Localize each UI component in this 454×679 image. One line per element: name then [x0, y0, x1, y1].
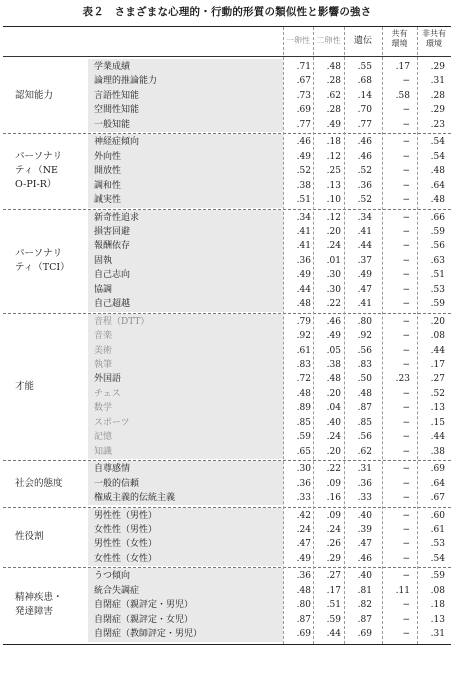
table-row — [3, 462, 451, 476]
value-shared-env: − — [402, 478, 410, 489]
value-heritability: .49 — [357, 270, 372, 281]
trait-name: 女性性（女性） — [94, 553, 158, 564]
table-row — [3, 358, 451, 372]
table-row — [3, 523, 451, 537]
value-nonshared-env: .69 — [430, 464, 445, 475]
value-heritability: .41 — [357, 299, 372, 310]
trait-name: 統合失調症 — [94, 585, 140, 596]
value-nonshared-env: .31 — [430, 76, 445, 87]
header-rule — [3, 56, 451, 57]
value-dz: .12 — [326, 151, 341, 162]
value-shared-env: .58 — [395, 90, 410, 101]
table-row — [3, 254, 451, 268]
value-dz: .28 — [326, 105, 341, 116]
value-mz: .85 — [296, 417, 311, 428]
value-nonshared-env: .29 — [430, 105, 445, 116]
value-nonshared-env: .27 — [430, 374, 445, 385]
value-mz: .72 — [296, 374, 311, 385]
value-dz: .49 — [326, 331, 341, 342]
trait-name: 自己超越 — [94, 299, 131, 310]
table-row — [3, 179, 451, 193]
value-dz: .28 — [326, 76, 341, 87]
trait-name: 音程（DTT） — [94, 316, 150, 327]
value-dz: .20 — [326, 446, 341, 457]
trait-name: 自閉症（親評定・男児） — [94, 600, 194, 611]
value-nonshared-env: .13 — [430, 403, 445, 414]
value-mz: .46 — [296, 137, 311, 148]
table-row — [3, 239, 451, 253]
value-shared-env: − — [402, 600, 410, 611]
value-nonshared-env: .08 — [430, 331, 445, 342]
value-shared-env: − — [402, 388, 410, 399]
column-divider — [283, 27, 284, 644]
trait-name: スポーツ — [94, 417, 130, 428]
trait-name: 権威主義的伝統主義 — [94, 493, 176, 504]
table-row — [3, 283, 451, 297]
table-row — [3, 225, 451, 239]
trait-name: 固執 — [94, 255, 113, 266]
value-mz: .83 — [296, 360, 311, 370]
value-heritability: .46 — [357, 151, 372, 162]
value-shared-env: − — [402, 180, 410, 191]
value-mz: .65 — [296, 446, 311, 457]
value-nonshared-env: .15 — [430, 417, 445, 428]
value-shared-env: − — [402, 331, 410, 342]
trait-name: 誠実性 — [94, 195, 122, 206]
header-nonshared-env: 非共有 環境 — [422, 29, 446, 48]
trait-name: 学業成績 — [94, 62, 131, 72]
value-nonshared-env: .31 — [430, 629, 445, 640]
value-heritability: .77 — [357, 119, 372, 130]
value-mz: .73 — [296, 90, 311, 101]
group-label: 精神疾患・ 発達障害 — [15, 592, 63, 618]
value-nonshared-env: .17 — [430, 360, 445, 370]
value-heritability: .37 — [357, 255, 372, 266]
value-nonshared-env: .63 — [430, 255, 445, 266]
value-shared-env: − — [402, 446, 410, 457]
value-heritability: .47 — [357, 539, 372, 550]
value-mz: .71 — [296, 62, 311, 72]
value-nonshared-env: .18 — [430, 600, 445, 611]
value-heritability: .85 — [357, 417, 372, 428]
header-heritability: 遺伝 — [353, 36, 372, 46]
value-mz: .24 — [296, 524, 311, 535]
value-dz: .25 — [326, 166, 341, 177]
value-shared-env: − — [402, 345, 410, 356]
value-dz: .59 — [326, 614, 341, 625]
value-dz: .22 — [326, 299, 341, 310]
column-divider — [417, 27, 418, 644]
value-shared-env: − — [402, 360, 410, 370]
value-mz: .33 — [296, 493, 311, 504]
value-shared-env: .17 — [395, 62, 410, 72]
value-nonshared-env: .44 — [430, 432, 445, 443]
trait-name: 一般知能 — [94, 119, 131, 130]
value-nonshared-env: .51 — [430, 270, 445, 281]
table-row — [3, 344, 451, 358]
value-mz: .52 — [296, 166, 311, 177]
trait-name: 一般的信頼 — [94, 478, 140, 489]
value-nonshared-env: .44 — [430, 345, 445, 356]
value-heritability: .62 — [357, 446, 372, 457]
value-dz: .40 — [326, 417, 341, 428]
value-heritability: .44 — [357, 241, 372, 252]
trait-name: 自閉症（親評定・女児） — [94, 614, 194, 625]
value-mz: .48 — [296, 299, 311, 310]
value-mz: .89 — [296, 403, 311, 414]
table-row — [3, 193, 451, 207]
value-shared-env: − — [402, 195, 410, 206]
value-shared-env: − — [402, 510, 410, 521]
trait-name: 神経症傾向 — [94, 137, 140, 148]
value-nonshared-env: .54 — [430, 137, 445, 148]
table-row — [3, 372, 451, 386]
table-row — [3, 268, 451, 282]
value-mz: .51 — [296, 195, 311, 206]
value-nonshared-env: .61 — [430, 524, 445, 535]
value-heritability: .87 — [357, 614, 372, 625]
table-row — [3, 569, 451, 583]
value-dz: .22 — [326, 464, 341, 475]
value-nonshared-env: .64 — [430, 180, 445, 191]
value-mz: .92 — [296, 331, 311, 342]
trait-name: 新奇性追求 — [94, 212, 140, 223]
value-shared-env: − — [402, 571, 410, 582]
value-dz: .24 — [326, 524, 341, 535]
value-dz: .18 — [326, 137, 341, 148]
trait-name: うつ傾向 — [94, 571, 131, 582]
value-nonshared-env: .48 — [430, 195, 445, 206]
trait-name: 記憶 — [94, 432, 113, 443]
value-heritability: .87 — [357, 403, 372, 414]
value-heritability: .36 — [357, 180, 372, 191]
value-mz: .48 — [296, 388, 311, 399]
trait-name: 音楽 — [94, 331, 113, 342]
value-heritability: .40 — [357, 510, 372, 521]
value-heritability: .52 — [357, 166, 372, 177]
value-shared-env: − — [402, 241, 410, 252]
value-dz: .10 — [326, 195, 341, 206]
value-heritability: .83 — [357, 360, 372, 370]
value-dz: .29 — [326, 553, 341, 564]
value-dz: .38 — [326, 360, 341, 370]
value-shared-env: − — [402, 76, 410, 87]
value-dz: .24 — [326, 241, 341, 252]
table-row — [3, 509, 451, 523]
value-mz: .87 — [296, 614, 311, 625]
value-nonshared-env: .60 — [430, 510, 445, 521]
trait-name: 知識 — [94, 446, 113, 457]
value-shared-env: − — [402, 539, 410, 550]
value-shared-env: − — [402, 270, 410, 281]
value-dz: .12 — [326, 212, 341, 223]
value-heritability: .39 — [357, 524, 372, 535]
value-shared-env: − — [402, 255, 410, 266]
value-dz: .48 — [326, 62, 341, 72]
value-shared-env: − — [402, 524, 410, 535]
value-dz: .26 — [326, 539, 341, 550]
value-shared-env: − — [402, 553, 410, 564]
group-label: パーソナリ ティ（TCI） — [15, 248, 70, 274]
value-nonshared-env: .13 — [430, 614, 445, 625]
value-heritability: .56 — [357, 432, 372, 443]
table-row — [3, 445, 451, 459]
trait-name: 女性性（男性） — [94, 524, 158, 535]
table-row — [3, 74, 451, 88]
value-mz: .48 — [296, 585, 311, 596]
value-mz: .44 — [296, 284, 311, 295]
value-dz: .30 — [326, 270, 341, 281]
value-dz: .49 — [326, 119, 341, 130]
table-row — [3, 584, 451, 598]
value-nonshared-env: .64 — [430, 478, 445, 489]
trait-name: 執筆 — [94, 360, 113, 370]
value-dz: .01 — [326, 255, 341, 266]
value-heritability: .82 — [357, 600, 372, 611]
column-divider — [313, 27, 314, 644]
value-dz: .20 — [326, 388, 341, 399]
trait-name: 開放性 — [94, 166, 122, 177]
value-nonshared-env: .08 — [430, 585, 445, 596]
trait-name: 外国語 — [94, 374, 122, 385]
value-nonshared-env: .52 — [430, 388, 445, 399]
trait-name: チェス — [94, 388, 121, 399]
group-label: 才能 — [15, 380, 35, 392]
value-shared-env: − — [402, 417, 410, 428]
table-row — [3, 211, 451, 225]
value-shared-env: − — [402, 316, 410, 327]
table-row — [3, 430, 451, 444]
value-dz: .17 — [326, 585, 341, 596]
table-row — [3, 627, 451, 641]
value-shared-env: − — [402, 105, 410, 116]
trait-name: 男性性（男性） — [94, 510, 158, 521]
value-dz: .24 — [326, 432, 341, 443]
group-label: 性役割 — [15, 531, 44, 543]
table-row — [3, 118, 451, 132]
value-dz: .09 — [326, 478, 341, 489]
value-shared-env: .11 — [395, 585, 410, 596]
value-nonshared-env: .54 — [430, 151, 445, 162]
table-row — [3, 103, 451, 117]
value-nonshared-env: .59 — [430, 226, 445, 237]
value-shared-env: − — [402, 493, 410, 504]
value-shared-env: − — [402, 614, 410, 625]
value-heritability: .56 — [357, 345, 372, 356]
value-dz: .13 — [326, 180, 341, 191]
value-mz: .42 — [296, 510, 311, 521]
header-dz: 二卵性 — [316, 36, 341, 45]
value-mz: .69 — [296, 105, 311, 116]
value-nonshared-env: .59 — [430, 299, 445, 310]
value-heritability: .40 — [357, 571, 372, 582]
trait-name: 報酬依存 — [94, 241, 131, 252]
value-dz: .44 — [326, 629, 341, 640]
value-mz: .69 — [296, 629, 311, 640]
column-divider — [382, 27, 383, 644]
value-shared-env: − — [402, 137, 410, 148]
value-heritability: .31 — [357, 464, 372, 475]
value-heritability: .69 — [357, 629, 372, 640]
value-mz: .41 — [296, 226, 311, 237]
value-heritability: .47 — [357, 284, 372, 295]
value-nonshared-env: .66 — [430, 212, 445, 223]
value-mz: .61 — [296, 345, 311, 356]
value-shared-env: − — [402, 629, 410, 640]
value-mz: .59 — [296, 432, 311, 443]
group-label: パーソナリ ティ（NE O-PI-R） — [15, 151, 63, 191]
value-heritability: .81 — [357, 585, 372, 596]
table-row — [3, 401, 451, 415]
value-heritability: .46 — [357, 553, 372, 564]
trait-name: 論理的推論能力 — [94, 76, 158, 87]
trait-name: 自己志向 — [94, 270, 131, 281]
trait-name: 調和性 — [94, 180, 122, 191]
value-shared-env: .23 — [395, 374, 410, 385]
value-heritability: .55 — [357, 62, 372, 72]
table-row — [3, 89, 451, 103]
value-heritability: .46 — [357, 137, 372, 148]
value-heritability: .70 — [357, 105, 372, 116]
value-nonshared-env: .20 — [430, 316, 445, 327]
table-row — [3, 491, 451, 505]
table-row — [3, 297, 451, 311]
value-shared-env: − — [402, 403, 410, 414]
table-row — [3, 387, 451, 401]
value-nonshared-env: .29 — [430, 62, 445, 72]
value-mz: .77 — [296, 119, 311, 130]
value-heritability: .52 — [357, 195, 372, 206]
value-nonshared-env: .23 — [430, 119, 445, 130]
value-dz: .05 — [326, 345, 341, 356]
value-heritability: .41 — [357, 226, 372, 237]
trait-name: 自閉症（教師評定・男児） — [94, 629, 203, 640]
value-nonshared-env: .56 — [430, 241, 445, 252]
value-nonshared-env: .28 — [430, 90, 445, 101]
column-divider — [344, 27, 345, 644]
value-shared-env: − — [402, 432, 410, 443]
value-mz: .38 — [296, 180, 311, 191]
value-nonshared-env: .67 — [430, 493, 445, 504]
value-dz: .04 — [326, 403, 341, 414]
table-row — [3, 613, 451, 627]
value-mz: .36 — [296, 478, 311, 489]
value-mz: .67 — [296, 76, 311, 87]
table-row — [3, 150, 451, 164]
value-shared-env: − — [402, 299, 410, 310]
value-heritability: .33 — [357, 493, 372, 504]
value-heritability: .48 — [357, 388, 372, 399]
table-top-rule — [3, 26, 451, 27]
value-dz: .20 — [326, 226, 341, 237]
table-title: 表２ さまざまな心理的・行動的形質の類似性と影響の強さ — [82, 6, 372, 18]
table-row — [3, 164, 451, 178]
value-heritability: .80 — [357, 316, 372, 327]
value-heritability: .14 — [357, 90, 372, 101]
value-mz: .30 — [296, 464, 311, 475]
trait-name: 男性性（女性） — [94, 539, 158, 550]
value-dz: .62 — [326, 90, 341, 101]
table-row — [3, 598, 451, 612]
trait-name: 美術 — [94, 345, 113, 356]
trait-name: 数学 — [94, 403, 113, 414]
value-dz: .48 — [326, 374, 341, 385]
value-mz: .80 — [296, 600, 311, 611]
table-row — [3, 416, 451, 430]
table-row — [3, 552, 451, 566]
value-dz: .27 — [326, 571, 341, 582]
value-shared-env: − — [402, 284, 410, 295]
value-shared-env: − — [402, 119, 410, 130]
value-mz: .34 — [296, 212, 311, 223]
value-dz: .09 — [326, 510, 341, 521]
value-mz: .79 — [296, 316, 311, 327]
value-shared-env: − — [402, 166, 410, 177]
value-nonshared-env: .53 — [430, 284, 445, 295]
header-mz: 一卵性 — [286, 36, 310, 45]
group-label: 認知能力 — [15, 90, 54, 102]
trait-name: 自尊感情 — [94, 464, 131, 475]
table-row — [3, 60, 451, 74]
trait-name: 言語性知能 — [94, 90, 140, 101]
value-shared-env: − — [402, 464, 410, 475]
table-row — [3, 135, 451, 149]
value-dz: .30 — [326, 284, 341, 295]
group-label: 社会的態度 — [15, 477, 63, 489]
table-bottom-rule — [3, 644, 451, 645]
value-mz: .47 — [296, 539, 311, 550]
value-nonshared-env: .48 — [430, 166, 445, 177]
value-mz: .49 — [296, 151, 311, 162]
value-dz: .51 — [326, 600, 341, 611]
table-row — [3, 315, 451, 329]
value-heritability: .92 — [357, 331, 372, 342]
table-row — [3, 329, 451, 343]
trait-name: 損害回避 — [94, 226, 131, 237]
value-mz: .36 — [296, 571, 311, 582]
value-heritability: .50 — [357, 374, 372, 385]
value-nonshared-env: .54 — [430, 553, 445, 564]
trait-name: 空間性知能 — [94, 105, 140, 116]
value-shared-env: − — [402, 212, 410, 223]
table-row — [3, 537, 451, 551]
value-nonshared-env: .53 — [430, 539, 445, 550]
trait-name: 協調 — [94, 284, 113, 295]
value-mz: .49 — [296, 553, 311, 564]
value-mz: .41 — [296, 241, 311, 252]
table-row — [3, 477, 451, 491]
value-heritability: .34 — [357, 212, 372, 223]
value-dz: .16 — [326, 493, 341, 504]
value-mz: .36 — [296, 255, 311, 266]
value-nonshared-env: .38 — [430, 446, 445, 457]
value-shared-env: − — [402, 226, 410, 237]
value-mz: .49 — [296, 270, 311, 281]
value-nonshared-env: .59 — [430, 571, 445, 582]
header-shared-env: 共有 環境 — [391, 29, 408, 48]
trait-name: 外向性 — [94, 151, 122, 162]
value-dz: .46 — [326, 316, 341, 327]
value-heritability: .68 — [357, 76, 372, 87]
value-heritability: .36 — [357, 478, 372, 489]
value-shared-env: − — [402, 151, 410, 162]
